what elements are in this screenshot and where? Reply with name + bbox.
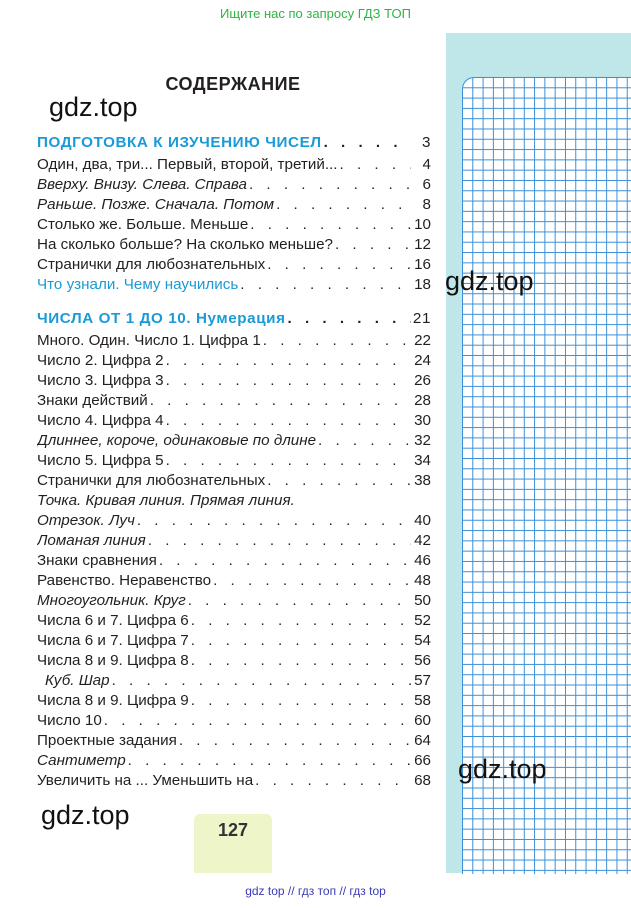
- toc-entry[interactable]: Число 2. Цифра 2 . . . 24: [37, 352, 431, 372]
- toc-entry[interactable]: Проектные задания . . . 64: [37, 732, 431, 752]
- watermark: gdz.top: [445, 266, 534, 296]
- page-number: 127: [217, 820, 249, 840]
- toc-entry[interactable]: ЧИСЛА ОТ 1 ДО 10. Нумерация . . . 21: [37, 310, 431, 330]
- toc-entry[interactable]: Столько же. Больше. Меньше . . . 10: [37, 216, 431, 236]
- toc-entry[interactable]: Ломаная линия . . . 42: [37, 532, 431, 552]
- toc-entry[interactable]: На сколько больше? На сколько меньше? . . . 12: [37, 236, 431, 256]
- toc-entry[interactable]: Числа 8 и 9. Цифра 8 . . . 56: [37, 652, 431, 672]
- toc-entry[interactable]: Число 5. Цифра 5 . . . 34: [37, 452, 431, 472]
- watermark: gdz.top: [41, 800, 130, 830]
- toc-entry[interactable]: Отрезок. Луч . . . 40: [37, 512, 431, 532]
- toc-entry[interactable]: Числа 6 и 7. Цифра 6 . . . 52: [37, 612, 431, 632]
- toc-entry[interactable]: Куб. Шар . . . 57: [37, 672, 431, 692]
- toc-entry[interactable]: Длиннее, короче, одинаковые по длине . . . 32: [37, 432, 431, 452]
- toc-entry[interactable]: Число 4. Цифра 4 . . . 30: [37, 412, 431, 432]
- toc-entry[interactable]: ПОДГОТОВКА К ИЗУЧЕНИЮ ЧИСЕЛ . . . 3: [37, 134, 431, 154]
- toc-entry[interactable]: Один, два, три... Первый, второй, третий... . . . 4: [37, 156, 431, 176]
- toc-entry[interactable]: Раньше. Позже. Сначала. Потом . . . 8: [37, 196, 431, 216]
- toc-entry[interactable]: Много. Один. Число 1. Цифра 1 . . . 22: [37, 332, 431, 352]
- toc-entry[interactable]: Что узнали. Чему научились . . . 18: [37, 276, 431, 296]
- top-banner: Ищите нас по запросу ГДЗ ТОП: [220, 6, 411, 21]
- toc-entry[interactable]: Увеличить на ... Уменьшить на . . . 68: [37, 772, 431, 792]
- watermark: gdz.top: [458, 754, 547, 784]
- toc-entry[interactable]: Числа 8 и 9. Цифра 9 . . . 58: [37, 692, 431, 712]
- toc-entry[interactable]: Странички для любознательных . . . 16: [37, 256, 431, 276]
- toc-entry[interactable]: Равенство. Неравенство . . . 48: [37, 572, 431, 592]
- watermark: gdz.top: [49, 92, 138, 122]
- toc-entry[interactable]: Числа 6 и 7. Цифра 7 . . . 54: [37, 632, 431, 652]
- toc-entry[interactable]: Точка. Кривая линия. Прямая линия.: [37, 492, 295, 509]
- toc-entry[interactable]: Сантиметр . . . 66: [37, 752, 431, 772]
- footer-links[interactable]: gdz top // гдз топ // гдз top: [245, 884, 386, 898]
- toc-entry[interactable]: Многоугольник. Круг . . . 50: [37, 592, 431, 612]
- toc-entry[interactable]: Странички для любознательных . . . 38: [37, 472, 431, 492]
- toc-entry[interactable]: Число 10 . . . 60: [37, 712, 431, 732]
- toc-entry[interactable]: Знаки действий . . . 28: [37, 392, 431, 412]
- toc-entry[interactable]: Число 3. Цифра 3 . . . 26: [37, 372, 431, 392]
- page-title: СОДЕРЖАНИЕ: [165, 74, 301, 94]
- toc-entry[interactable]: Знаки сравнения . . . 46: [37, 552, 431, 572]
- toc-entry[interactable]: Вверху. Внизу. Слева. Справа . . . 6: [37, 176, 431, 196]
